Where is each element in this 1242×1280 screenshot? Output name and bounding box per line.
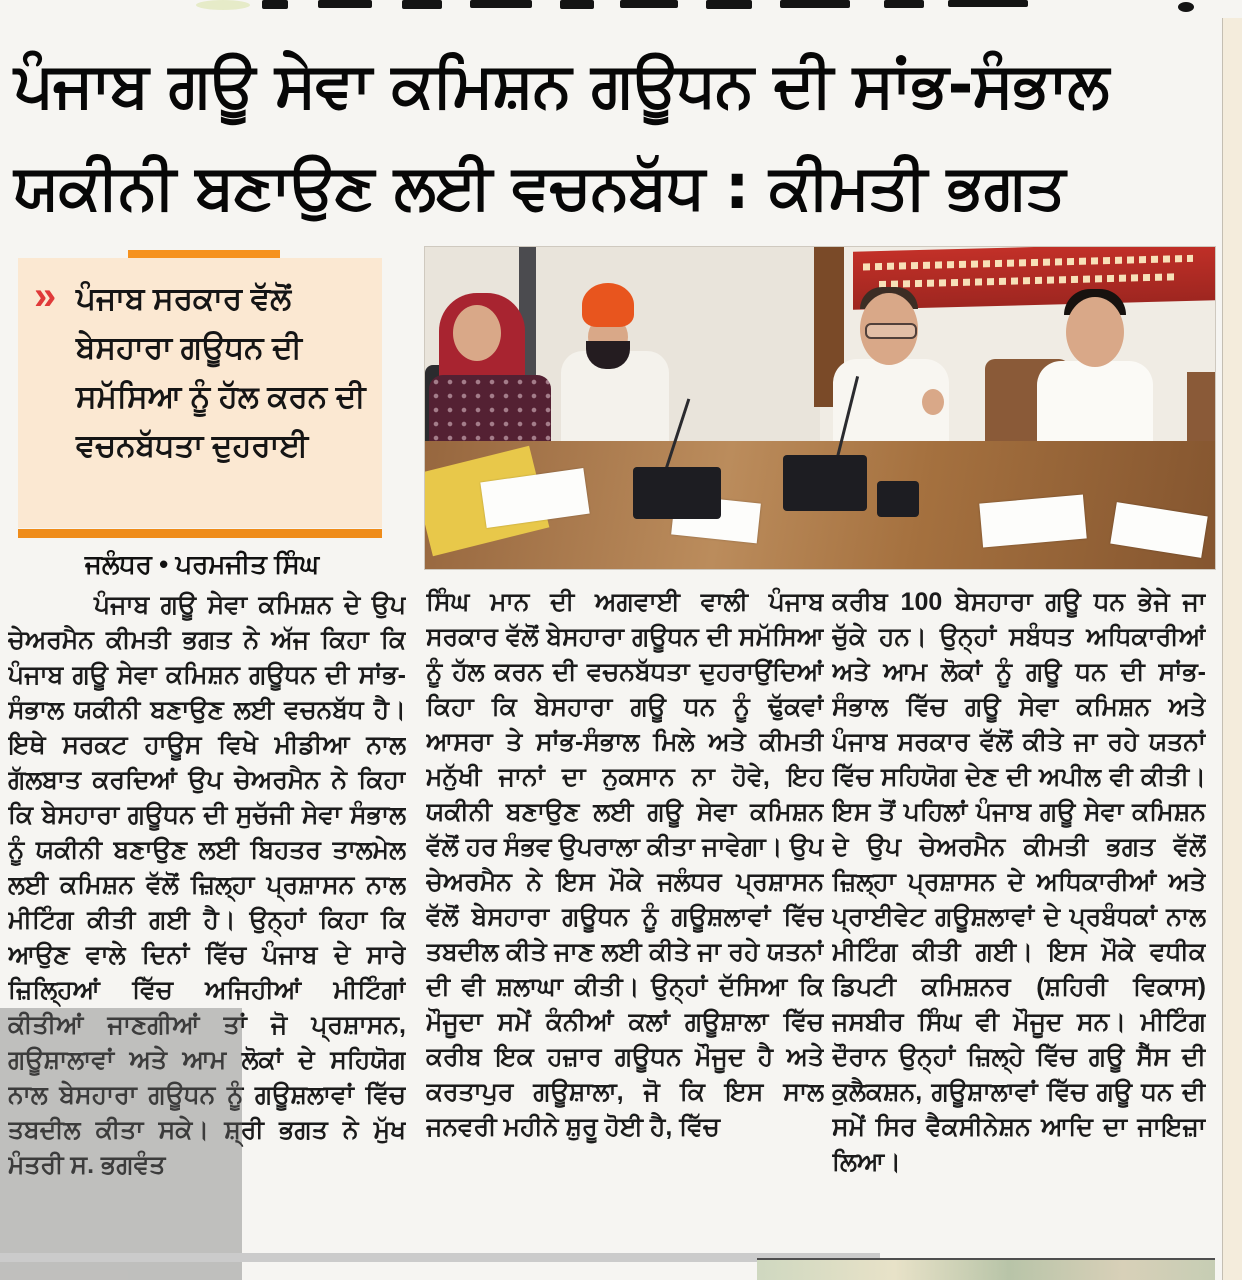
masthead-fragment xyxy=(318,0,372,8)
press-conference-photo xyxy=(424,246,1216,570)
article-column-2 xyxy=(426,585,824,1249)
photo-microphone-base xyxy=(877,481,919,517)
masthead-fragment xyxy=(560,0,594,9)
article-headline xyxy=(14,34,1230,238)
headline-line-1: ਪੰਜਾਬ ਗਊ ਸੇਵਾ ਕਮਿਸ਼ਨ ਗਊਧਨ ਦੀ ਸਾਂਭ-ਸੰਭਾਲ xyxy=(14,48,1109,121)
banner-text-row xyxy=(863,255,1193,271)
masthead-fragment xyxy=(402,0,442,9)
photo-person-speaker-hand xyxy=(922,389,944,415)
adjacent-page-edge xyxy=(1222,18,1242,1280)
masthead-fragment xyxy=(620,0,678,8)
accent-bar-bottom xyxy=(18,529,382,538)
cropped-next-photo xyxy=(757,1258,1215,1280)
banner-text-row xyxy=(879,273,1179,288)
masthead-fragment xyxy=(706,0,752,9)
photo-person-speaker-glasses xyxy=(865,323,917,339)
photo-turban xyxy=(582,283,634,327)
masthead-fragment xyxy=(884,0,924,8)
highlight-text: ਪੰਜਾਬ ਸਰਕਾਰ ਵੱਲੋਂ ਬੇਸਹਾਰਾ ਗਊਧਨ ਦੀ ਸਮੱਸਿਆ ਨੂੰ ਹੱਲ ਕਰਨ ਦੀ ਵਚਨਬੱਧਤਾ ਦੁਹਰਾਈ xyxy=(76,281,366,463)
masthead-fragment xyxy=(780,0,850,8)
page-bottom-band xyxy=(0,1253,880,1262)
photo-papers xyxy=(979,495,1086,548)
photo-person-woman-head xyxy=(453,305,501,361)
byline: ਜਲੰਧਰ • ਪਰਮਜੀਤ ਸਿੰਘ xyxy=(84,549,320,579)
scan-shadow-overlay xyxy=(0,1008,242,1280)
photo-microphone-base xyxy=(633,467,721,519)
masthead-fragment xyxy=(470,0,532,8)
column-paragraph: ਕਰੀਬ 100 ਬੇਸਹਾਰਾ ਗਊ ਧਨ ਭੇਜੇ ਜਾ ਚੁੱਕੇ ਹਨ। ਉਨ੍ਹਾਂ ਸਬੰਧਤ ਅਧਿਕਾਰੀਆਂ ਅਤੇ ਆਮ ਲੋਕਾਂ ਨੂੰ ਗਊ ਧਨ ਦੀ ਸਾਂਭ-ਸੰਭਾਲ ਵਿੱਚ ਗਊ ਸੇਵਾ ਕਮਿਸ਼ਨ ਅਤੇ ਪੰਜਾਬ ਸਰਕਾਰ ਵੱਲੋਂ ਕੀਤੇ ਜਾ ਰਹੇ ਯਤਨਾਂ ਵਿੱਚ ਸਹਿਯੋਗ ਦੇਣ ਦੀ ਅਪੀਲ ਵੀ ਕੀਤੀ। ਇਸ ਤੋਂ ਪਹਿਲਾਂ ਪੰਜਾਬ ਗਊ ਸੇਵਾ ਕਮਿਸ਼ਨ ਦੇ ਉਪ ਚੇਅਰਮੈਨ ਕੀਮਤੀ ਭਗਤ ਵੱਲੋਂ ਜ਼ਿਲ੍ਹਾ ਪ੍ਰਸ਼ਾਸਨ ਦੇ ਅਧਿਕਾਰੀਆਂ ਅਤੇ ਪ੍ਰਾਈਵੇਟ ਗਊਸ਼ਲਾਵਾਂ ਦੇ ਪ੍ਰਬੰਧਕਾਂ ਨਾਲ ਮੀਟਿੰਗ ਕੀਤੀ ਗਈ। ਇਸ ਮੌਕੇ ਵਧੀਕ ਡਿਪਟੀ ਕਮਿਸ਼ਨਰ (ਸ਼ਹਿਰੀ ਵਿਕਾਸ) ਜਸਬੀਰ ਸਿੰਘ ਵੀ ਮੌਜੂਦ ਸਨ। ਮੀਟਿੰਗ ਦੌਰਾਨ ਉਨ੍ਹਾਂ ਜ਼ਿਲ੍ਹੇ ਵਿੱਚ ਗਊ ਸੈੱਸ ਦੀ ਕੁਲੈਕਸ਼ਨ, ਗਊਸ਼ਾਲਾਵਾਂ ਵਿੱਚ ਗਊ ਧਨ ਦੀ ਸਮੇਂ ਸਿਰ ਵੈਕਸੀਨੇਸ਼ਨ ਆਦਿ ਦਾ ਜਾਇਜ਼ਾ ਲਿਆ। xyxy=(832,588,1206,1176)
headline-line-2: ਯਕੀਨੀ ਬਣਾਉਣ ਲਈ ਵਚਨਬੱਧ : ਕੀਮਤੀ ਭਗਤ xyxy=(14,150,1065,223)
masthead-fragment xyxy=(1178,2,1194,12)
chevron-marker-icon: » xyxy=(34,274,57,318)
masthead-fragment xyxy=(262,0,288,9)
masthead-fragment xyxy=(948,0,1028,7)
column-paragraph: ਸਿੰਘ ਮਾਨ ਦੀ ਅਗਵਾਈ ਵਾਲੀ ਪੰਜਾਬ ਸਰਕਾਰ ਵੱਲੋਂ ਬੇਸਹਾਰਾ ਗਊਧਨ ਦੀ ਸਮੱਸਿਆ ਨੂੰ ਹੱਲ ਕਰਨ ਦੀ ਵਚਨਬੱਧਤਾ ਦੁਹਰਾਉਂਦਿਆਂ ਕਿਹਾ ਕਿ ਬੇਸਹਾਰਾ ਗਊ ਧਨ ਨੂੰ ਢੁੱਕਵਾਂ ਆਸਰਾ ਤੇ ਸਾਂਭ-ਸੰਭਾਲ ਮਿਲੇ ਅਤੇ ਕੀਮਤੀ ਮਨੁੱਖੀ ਜਾਨਾਂ ਦਾ ਨੁਕਸਾਨ ਨਾ ਹੋਵੇ, ਇਹ ਯਕੀਨੀ ਬਣਾਉਣ ਲਈ ਗਊ ਸੇਵਾ ਕਮਿਸ਼ਨ ਵੱਲੋਂ ਹਰ ਸੰਭਵ ਉਪਰਾਲਾ ਕੀਤਾ ਜਾਵੇਗਾ। ਉਪ ਚੇਅਰਮੈਨ ਨੇ ਇਸ ਮੌਕੇ ਜਲੰਧਰ ਪ੍ਰਸ਼ਾਸਨ ਵੱਲੋਂ ਬੇਸਹਾਰਾ ਗਊਧਨ ਨੂੰ ਗਊਸ਼ਲਾਵਾਂ ਵਿੱਚ ਤਬਦੀਲ ਕੀਤੇ ਜਾਣ ਲਈ ਕੀਤੇ ਜਾ ਰਹੇ ਯਤਨਾਂ ਦੀ ਵੀ ਸ਼ਲਾਘਾ ਕੀਤੀ। ਉਨ੍ਹਾਂ ਦੱਸਿਆ ਕਿ ਮੌਜੂਦਾ ਸਮੇਂ ਕੰਨੀਆਂ ਕਲਾਂ ਗਊਸ਼ਾਲਾ ਵਿੱਚ ਕਰੀਬ ਇਕ ਹਜ਼ਾਰ ਗਊਧਨ ਮੌਜੂਦ ਹੈ ਅਤੇ ਕਰਤਾਪੁਰ ਗਊਸ਼ਾਲਾ, ਜੋ ਕਿ ਇਸ ਸਾਲ ਜਨਵਰੀ ਮਹੀਨੇ ਸ਼ੁਰੂ ਹੋਈ ਹੈ, ਵਿੱਚ xyxy=(426,588,824,1141)
column-paragraph: ਪੰਜਾਬ ਗਊ ਸੇਵਾ ਕਮਿਸ਼ਨ ਦੇ ਉਪ ਚੇਅਰਮੈਨ ਕੀਮਤੀ ਭਗਤ ਨੇ ਅੱਜ ਕਿਹਾ ਕਿ ਪੰਜਾਬ ਗਊ ਸੇਵਾ ਕਮਿਸ਼ਨ ਗਊਧਨ ਦੀ ਸਾਂਭ-ਸੰਭਾਲ ਯਕੀਨੀ ਬਣਾਉਣ ਲਈ ਵਚਨਬੱਧ ਹੈ। ਇਥੇ ਸਰਕਟ ਹਾਊਸ ਵਿਖੇ ਮੀਡੀਆ ਨਾਲ ਗੱਲਬਾਤ ਕਰਦਿਆਂ ਉਪ ਚੇਅਰਮੈਨ ਨੇ ਕਿਹਾ ਕਿ ਬੇਸਹਾਰਾ ਗਊਧਨ ਦੀ ਸੁਚੱਜੀ ਸੇਵਾ ਸੰਭਾਲ ਨੂੰ ਯਕੀਨੀ ਬਣਾਉਣ ਲਈ ਬਿਹਤਰ ਤਾਲਮੇਲ ਲਈ ਕਮਿਸ਼ਨ ਵੱਲੋਂ ਜ਼ਿਲ੍ਹਾ ਪ੍ਰਸ਼ਾਸਨ ਨਾਲ ਮੀਟਿੰਗ ਕੀਤੀ ਗਈ ਹੈ। ਉਨ੍ਹਾਂ ਕਿਹਾ ਕਿ ਆਉਣ ਵਾਲੇ ਦਿਨਾਂ ਵਿੱਚ ਪੰਜਾਬ ਦੇ ਸਾਰੇ ਜ਼ਿਲ੍ਹਿਆਂ ਵਿੱਚ ਅਜਿਹੀਆਂ ਮੀਟਿੰਗਾਂ ਕੀਤੀਆਂ ਜਾਣਗੀਆਂ ਤਾਂ ਜੋ ਪ੍ਰਸ਼ਾਸਨ, ਗਊਸ਼ਾਲਾਵਾਂ ਅਤੇ ਆਮ ਲੋਕਾਂ ਦੇ ਸਹਿਯੋਗ ਨਾਲ ਬੇਸਹਾਰਾ ਗਊਧਨ ਨੂੰ ਗਊਸ਼ਲਾਵਾਂ ਵਿੱਚ ਤਬਦੀਲ ਕੀਤਾ ਸਕੇ। ਸ਼੍ਰੀ ਭਗਤ ਨੇ ਮੁੱਖ ਮੰਤਰੀ ਸ. ਭਗਵੰਤ xyxy=(8,591,406,1179)
photo-microphone-base xyxy=(783,455,867,511)
scan-smudge xyxy=(196,0,250,10)
article-column-3 xyxy=(832,585,1206,1249)
photo-person-man-head xyxy=(1066,297,1124,367)
